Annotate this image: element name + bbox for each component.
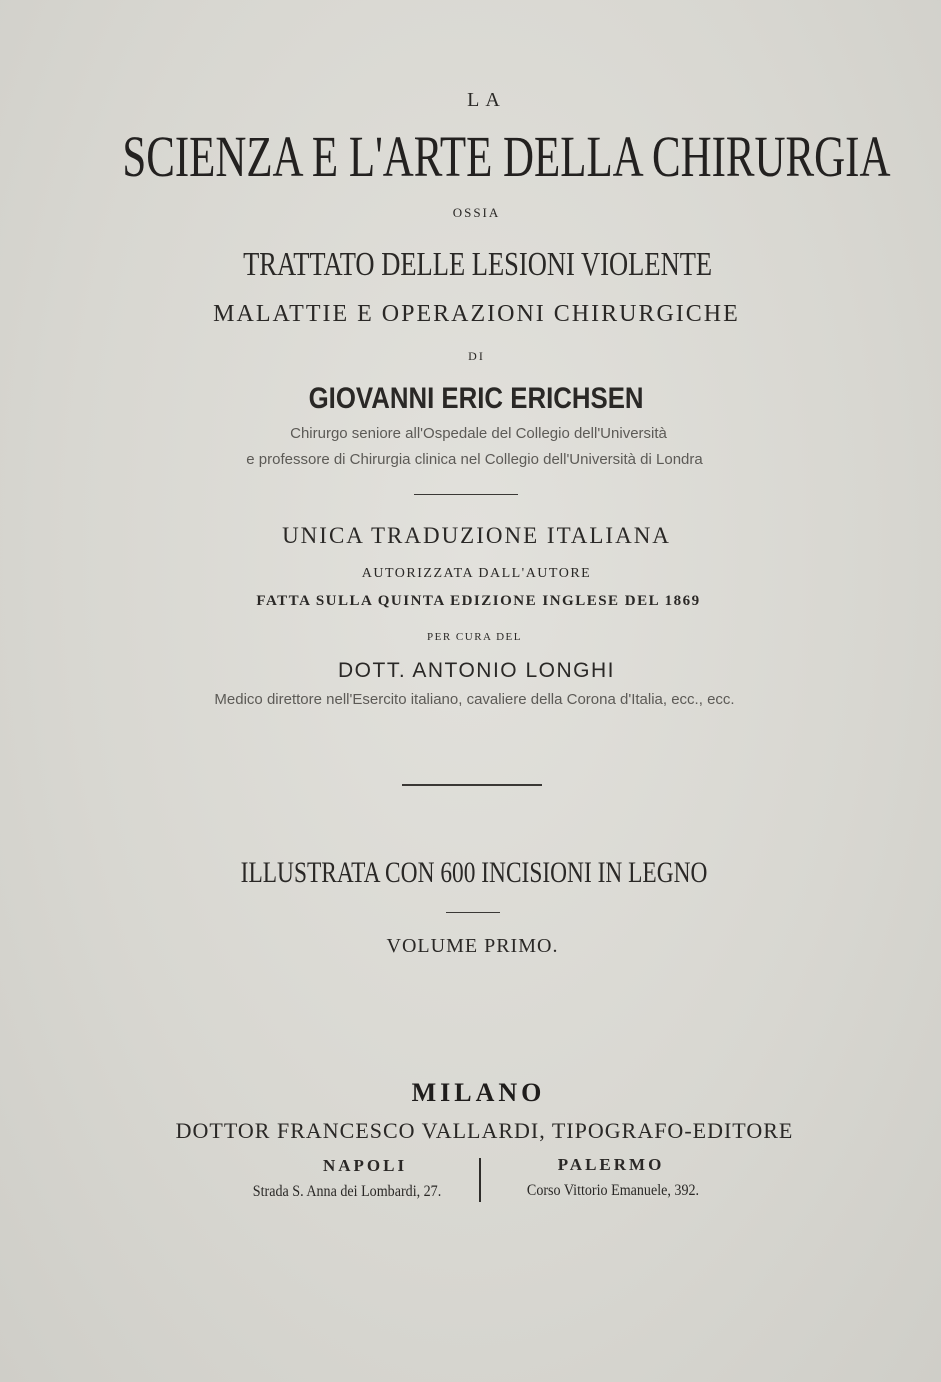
branch-napoli-address: Strada S. Anna dei Lombardi, 27. xyxy=(252,1183,442,1200)
article-la: LA xyxy=(467,89,506,111)
editor-affiliation: Medico direttore nell'Esercito italiano, cavaliere della Corona d'Italia, ecc., ecc. xyxy=(214,691,735,708)
main-title: SCIENZA E L'ARTE DELLA CHIRURGIA xyxy=(122,124,891,189)
author-affiliation-2: e professore di Chirurgia clinica nel Collegio dell'Università di Londra xyxy=(246,451,703,468)
editor-name: DOTT. ANTONIO LONGHI xyxy=(338,659,615,682)
branch-divider xyxy=(479,1158,481,1202)
publisher-name: DOTTOR FRANCESCO VALLARDI, TIPOGRAFO-EDITORE xyxy=(175,1118,794,1143)
per-cura-label: PER CURA DEL xyxy=(426,631,522,643)
preposition-di: DI xyxy=(468,349,485,363)
volume-label: VOLUME PRIMO. xyxy=(386,935,559,957)
divider-rule xyxy=(402,784,542,786)
author-name: GIOVANNI ERIC ERICHSEN xyxy=(308,382,644,415)
imprint-city: MILANO xyxy=(411,1078,546,1107)
illustration-statement: ILLUSTRATA CON 600 INCISIONI IN LEGNO xyxy=(240,856,708,889)
divider-rule xyxy=(414,494,518,495)
branch-palermo-city: PALERMO xyxy=(557,1155,665,1174)
conjunction-ossia: OSSIA xyxy=(452,205,501,220)
subtitle-line-2: MALATTIE E OPERAZIONI CHIRURGICHE xyxy=(213,301,740,327)
translation-statement: UNICA TRADUZIONE ITALIANA xyxy=(282,523,671,548)
branch-napoli-city: NAPOLI xyxy=(322,1156,408,1175)
author-affiliation-1: Chirurgo seniore all'Ospedale del Collegio dell'Università xyxy=(290,425,667,442)
subtitle-line-1: TRATTATO DELLE LESIONI VIOLENTE xyxy=(243,246,713,283)
authorization-statement: AUTORIZZATA DALL'AUTORE xyxy=(361,566,592,581)
branch-palermo-address: Corso Vittorio Emanuele, 392. xyxy=(526,1182,700,1199)
divider-rule xyxy=(446,912,500,913)
edition-statement: FATTA SULLA QUINTA EDIZIONE INGLESE DEL 1869 xyxy=(256,593,701,609)
